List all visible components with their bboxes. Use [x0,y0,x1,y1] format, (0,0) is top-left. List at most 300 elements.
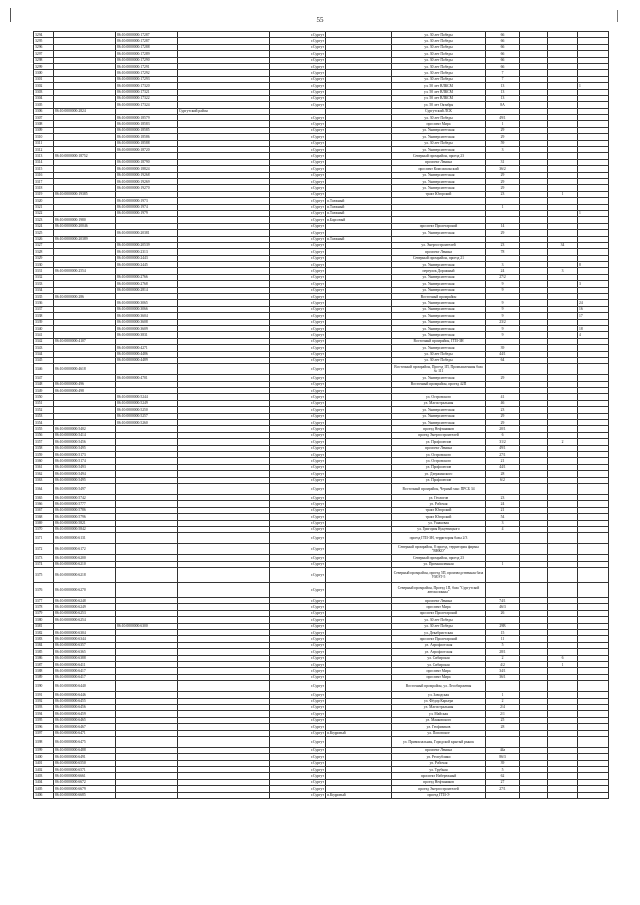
table-cell: ул. Университетская [392,230,486,236]
table-cell: 86:10:0000000:498 [54,388,116,394]
table-cell: ул. Сибирская [392,655,486,661]
table-cell: г.Сургут [270,38,326,44]
table-cell: 86:10:0000000:6455 [54,698,116,704]
table-cell: ул. 30 лет Победы [392,51,486,57]
table-cell: 3396 [34,724,54,730]
table-cell: 66 [486,57,520,63]
table-cell [116,364,178,375]
table-cell: г.Сургут [270,604,326,610]
table-cell: ул. 50 лет ВЛКСМ [392,89,486,95]
table-cell: г.Сургут [270,357,326,363]
table-cell: г.Сургут [270,407,326,413]
table-cell: ул. Григория Кукуевицкого [392,526,486,532]
table-cell: 86:10:0000000:6344 [54,636,116,642]
table-cell: г.Сургут [270,172,326,178]
table-cell: 86:10:0000000:17320 [116,83,178,89]
table-cell: 86:10:0000000:20381 [116,230,178,236]
table-cell: г.Сургут [270,89,326,95]
table-cell: 3327 [34,242,54,248]
table-cell: 86:10:0000000:5495 [54,477,116,483]
table-cell [116,533,178,544]
table-cell: 3387 [34,661,54,667]
table-cell: г.Сургут [270,210,326,216]
table-cell: 3298 [34,57,54,63]
table-cell: ул. Университетская [392,319,486,325]
table-cell: 86:10:0000000:3831 [116,332,178,338]
table-cell: 21 [486,458,520,464]
table-cell: 3349 [34,388,54,394]
table-cell: 7 [486,76,520,82]
table-cell: г.Сургут [270,432,326,438]
table-cell: г.Сургут [270,32,326,38]
table-cell: ул. Поповское [392,730,486,736]
table-cell: г.Сургут [270,281,326,287]
table-cell: 86:10:0000000:2824 [54,108,116,114]
table-cell: 86:10:0000000:6365 [54,649,116,655]
table-cell: 8 [578,262,609,268]
table-cell: 74/1 [486,598,520,604]
table-cell: 5 [486,642,520,648]
table-cell: 41 [486,394,520,400]
table-cell: 86:10:0000000:5173 [54,452,116,458]
table-cell [578,583,609,598]
table-cell: ул. Магистральная [392,400,486,406]
table-cell: 3355 [34,426,54,432]
table-cell: 3345 [34,357,54,363]
table-cell: проспект Мира [392,121,486,127]
table-cell: г.Сургут [270,63,326,69]
table-cell: 3312 [34,147,54,153]
table-cell: 86:10:0000000:4489 [116,357,178,363]
table-cell: Северный промрайон, Проезд 1П, база "Сургутской автоколонны" [392,583,486,598]
table-cell: 3359 [34,452,54,458]
table-cell [178,533,270,544]
table-cell: ул. Университетская [392,274,486,280]
table-cell: г.Сургут [270,83,326,89]
table-cell: ул. Декабристская [392,630,486,636]
table-cell: 31/2 [486,439,520,445]
table-cell: проспект Мира [392,674,486,680]
table-cell [326,568,392,583]
table-cell: 23 [486,494,520,500]
table-cell: 86:10:0000000:5786 [54,507,116,513]
table-cell: г.Сургут [270,166,326,172]
table-cell: 27/1 [486,786,520,792]
table-cell: г.Сургут [270,217,326,223]
table-cell: 3340 [34,325,54,331]
table-cell: 3304 [34,95,54,101]
table-cell: ул. Университетская [392,413,486,419]
table-cell [520,533,548,544]
table-cell: 3401 [34,760,54,766]
table-cell: 2 [486,698,520,704]
table-cell: г.Сургут [270,249,326,255]
table-cell: 86:10:0000000:4486 [116,351,178,357]
table-cell: 3 [486,262,520,268]
table-cell: 86:10:0000000:6417 [54,668,116,674]
table-cell: 86:10:0000000:17287 [116,38,178,44]
table-cell: 17 [578,313,609,319]
table-cell: 86:10:0000000:17291 [116,63,178,69]
page-number: 55 [316,16,324,24]
table-cell: г.Сургут [270,711,326,717]
table-cell [326,544,392,555]
table-cell: 3346 [34,364,54,375]
table-cell: г.Сургут [270,533,326,544]
table-cell: 86:10:0000000:18720 [116,147,178,153]
table-cell: г.Сургут [270,464,326,470]
table-cell: 2/4 [486,704,520,710]
table-cell: ул. Университетская [392,178,486,184]
table-cell: 3353 [34,413,54,419]
table-cell [178,483,270,494]
table-cell: 86:10:0000000:5456 [54,439,116,445]
table-cell: 86:10:0000000:18790 [116,159,178,165]
table-cell: ул. 50 лет ВЛКСМ [392,95,486,101]
table-cell: ул. 30 лет Победы [392,357,486,363]
table-cell: Восточный промрайон, ул. Лесобиржевая [392,681,486,692]
table-cell: 1 [486,204,520,210]
table-cell: г.Сургут [270,51,326,57]
table-cell: г.Сургут [270,236,326,242]
table-cell: проезд ГПЗ-ЗН, территория базы 2/3 [392,533,486,544]
table-cell: 86:10:0000000:6411 [54,661,116,667]
table-cell: 3384 [34,642,54,648]
table-cell: 86:10:0000000:3608 [116,319,178,325]
table-cell: г.Сургут [270,445,326,451]
table-cell: г.Сургут [270,786,326,792]
table-cell: 9 [486,287,520,293]
table-cell: 86:10:0000000:286 [54,294,116,300]
table-cell: г.Сургут [270,127,326,133]
table-cell: 86:10:0000000:3609 [116,325,178,331]
table-cell: п.Таежный [326,236,392,242]
table-cell: 86:10:0000000:1980 [54,217,116,223]
table-cell: 6 [486,432,520,438]
table-cell [326,736,392,747]
table-cell: 86:10:0000000:6456 [54,704,116,710]
table-cell: проспект Ленина [392,159,486,165]
table-cell: 3328 [34,249,54,255]
table-cell [520,792,548,798]
table-cell: 1 [548,191,578,197]
table-cell: тракт Югорский [392,514,486,520]
table-cell: Северный промрайон, проезд 23 [392,153,486,159]
table-cell: 66 [486,51,520,57]
table-cell: г.Сургут [270,747,326,753]
table-cell: 86:10:0000000:6270 [54,583,116,598]
table-cell: 86:10:0000000:18824 [116,166,178,172]
table-cell: 86:10:0000000:20539 [116,242,178,248]
table-cell: г.Сургут [270,583,326,598]
table-cell: проспект Набережный [392,773,486,779]
table-cell: г.Сургут [270,724,326,730]
table-cell: 3341 [34,332,54,338]
table-cell: г.Сургут [270,230,326,236]
table-cell: 29 [486,134,520,140]
table-cell: 3356 [34,432,54,438]
table-cell: 86:10:0000000:19385 [54,191,116,197]
table-cell [548,544,578,555]
table-cell: 86:10:0000000:5257 [116,413,178,419]
table-cell: г.Сургут [270,95,326,101]
table-cell: г.Сургут [270,636,326,642]
table-cell: 86:10:0000000:5777 [54,501,116,507]
table-cell: 3370 [34,526,54,532]
table-cell: г.Сургут [270,439,326,445]
table-cell: г.Сургут [270,598,326,604]
table-cell: п.Барсовый [326,217,392,223]
table-cell [486,533,520,544]
table-cell: г.Сургут [270,779,326,785]
table-cell: 3300 [34,70,54,76]
table-cell: г.Сургут [270,568,326,583]
table-cell: 3362 [34,471,54,477]
table-cell: 27/1 [486,452,520,458]
table-cell: 3309 [34,127,54,133]
table-cell: ул. Аэрофлотская [392,649,486,655]
table-cell: 86:10:0000000:5497 [54,483,116,494]
table-cell: 86:10:0000000:17321 [116,89,178,95]
table-cell: 3336 [34,300,54,306]
table-row [34,792,609,798]
table-cell: ул. Магистральная [392,704,486,710]
table-cell: 3351 [34,400,54,406]
table-cell: 86:10:0000000:18583 [116,121,178,127]
table-cell: 86:10:0000000:6459 [54,711,116,717]
table-cell: г.Сургут [270,134,326,140]
table-cell: 18 [578,325,609,331]
table-cell: ул. 30 лет Победы [392,38,486,44]
table-cell: 3322 [34,210,54,216]
table-cell [178,736,270,747]
table-cell: 2 [548,439,578,445]
table-cell: 86:10:0000000:6388 [54,655,116,661]
table-cell [486,483,520,494]
table-cell: 3 [548,268,578,274]
table-cell: 3352 [34,407,54,413]
table-cell: г.Сургут [270,773,326,779]
table-cell: 3374 [34,561,54,567]
table-cell: ул. Университетская [392,300,486,306]
table-cell: г.Сургут [270,364,326,375]
table-cell: 4/2 [486,661,520,667]
table-cell: 1 [578,83,609,89]
table-cell: 3406 [34,792,54,798]
table-cell: г.Сургут [270,760,326,766]
table-cell: ул. 30 лет Победы [392,623,486,629]
table-cell: г.Сургут [270,661,326,667]
table-cell: г.Сургут [270,555,326,561]
table-cell: г.Сургут [270,121,326,127]
table-cell: г.Сургут [270,191,326,197]
table-cell: 86:10:0000000:6685 [54,792,116,798]
table-cell: г.Сургут [270,483,326,494]
table-cell: 20/1 [486,426,520,432]
table-cell: 3382 [34,630,54,636]
table-cell [326,681,392,692]
table-cell: 3307 [34,115,54,121]
table-cell: г.Сургут [270,394,326,400]
table-cell [548,681,578,692]
table-cell: ул. Майская [392,711,486,717]
table-cell: 86:10:0000000:6475 [54,736,116,747]
table-cell: 3294 [34,32,54,38]
table-cell: г.Сургут [270,736,326,747]
table-cell: 3379 [34,610,54,616]
table-cell: проспект Комсомольский [392,166,486,172]
table-cell: 3397 [34,730,54,736]
table-cell: 15 [486,630,520,636]
table-cell: г.Сургут [270,494,326,500]
table-cell: г.Сургут [270,420,326,426]
table-cell: ул. Энергостроителей [392,242,486,248]
table-cell: ул. Университетская [392,345,486,351]
table-cell: 1 [486,692,520,698]
table-cell: 1 [578,210,609,216]
table-cell: 25 [486,717,520,723]
table-cell: ул. Рабочая [392,501,486,507]
table-cell: 3383 [34,636,54,642]
table-cell: 3338 [34,313,54,319]
table-cell: 86:10:0000000:5796 [54,514,116,520]
table-cell: ул. Университетская [392,262,486,268]
table-cell: 29 [486,413,520,419]
table-cell: 86:10:0000000:6357 [54,642,116,648]
table-cell: проспект Ленина [392,445,486,451]
table-cell [178,583,270,598]
table-cell: 3326 [34,236,54,242]
table-cell: проспект Мира [392,604,486,610]
table-row [34,736,609,747]
table-cell: 3366 [34,501,54,507]
table-row [34,568,609,583]
table-cell [486,544,520,555]
table-cell: ул. Республики [392,754,486,760]
table-cell: ул. Ушаковая [392,520,486,526]
table-cell: г.Сургут [270,630,326,636]
table-cell: п.Кедровый [326,730,392,736]
table-cell: 3343 [34,345,54,351]
table-cell [520,681,548,692]
table-cell: 39 [486,345,520,351]
table-cell: 86:10:0000000:3066 [116,306,178,312]
table-cell: 3391 [34,692,54,698]
table-cell: 3368 [34,514,54,520]
table-cell: 86:10:0000000:18588 [116,140,178,146]
table-cell: 78 [486,249,520,255]
table-row [34,364,609,375]
table-cell: 9 [486,325,520,331]
table-cell: Сургутский район [178,108,270,114]
table-cell: 86:10:0000000:6571 [54,767,116,773]
table-cell: 54 [486,514,520,520]
table-cell: 3347 [34,375,54,381]
table-cell: г.Сургут [270,730,326,736]
table-cell: 3332 [34,274,54,280]
table-cell: 6/2 [486,477,520,483]
table-cell: 3364 [34,483,54,494]
table-cell: 3301 [34,76,54,82]
table-cell [548,583,578,598]
table-cell: г.Сургут [270,413,326,419]
table-cell: 3329 [34,255,54,261]
table-cell: г.Сургут [270,147,326,153]
table-cell: Северный промрайон, проезд 23 [392,555,486,561]
table-cell: 28/1 [486,649,520,655]
table-cell: ул. Университетская [392,127,486,133]
table-cell: 29 [486,230,520,236]
table-cell: 9 [486,306,520,312]
table-cell: проезд ГПЗ-Э [392,792,486,798]
table-cell: 3303 [34,89,54,95]
table-cell: 27 [486,779,520,785]
table-cell [520,364,548,375]
table-cell: 3305 [34,102,54,108]
table-cell: 86:10:0000000:1973 [116,198,178,204]
table-cell: 3402 [34,767,54,773]
table-cell: 86:10:0000000:4618 [54,364,116,375]
table-cell: г.Сургут [270,115,326,121]
table-cell: 86:10:0000000:1979 [116,210,178,216]
table-cell: 66 [486,38,520,44]
table-cell: 3380 [34,617,54,623]
table-cell: ул. Заводская [392,692,486,698]
table-cell: 3324 [34,223,54,229]
table-cell: переулок Дорожный [392,268,486,274]
table-cell: 1 [548,661,578,667]
table-cell: 44/1 [486,464,520,470]
table-cell: 86:10:0000000:5174 [54,458,116,464]
table-cell: г.Сургут [270,501,326,507]
table-cell: проспект Пролетарский [392,636,486,642]
table-cell [548,736,578,747]
table-cell [520,568,548,583]
table-cell [520,544,548,555]
table-cell: 86:10:0000000:5495 [54,445,116,451]
table-cell: 3342 [34,338,54,344]
table-cell: 31 [486,159,520,165]
table-cell [178,568,270,583]
table-cell: 86:10:0000000:17288 [116,44,178,50]
table-cell: г.Сургут [270,198,326,204]
table-cell [520,736,548,747]
table-cell: 3403 [34,773,54,779]
table-cell: г.Сургут [270,319,326,325]
table-cell: ул. Промышленная [392,561,486,567]
table-cell: 23 [486,407,520,413]
table-cell: ул. Университетская [392,287,486,293]
table-cell [326,533,392,544]
table-cell [578,483,609,494]
table-cell: 3369 [34,520,54,526]
table-cell: 86:10:0000000:6248 [54,598,116,604]
table-cell: 34/1 [486,668,520,674]
table-cell: 3295 [34,38,54,44]
table-cell: 66 [486,44,520,50]
table-cell: г.Сургут [270,655,326,661]
table-cell: 3302 [34,83,54,89]
table-cell: 86:10:0000000:2766 [116,274,178,280]
table-cell [578,792,609,798]
table-cell: ул. Рабочая [392,760,486,766]
table-cell: 3358 [34,445,54,451]
table-cell: г.Сургут [270,544,326,555]
table-cell: ул. 30 лет Победы [392,351,486,357]
table-cell: 26 [486,610,520,616]
table-cell: проезд Нефтяников [392,779,486,785]
table-cell: 3376 [34,583,54,598]
